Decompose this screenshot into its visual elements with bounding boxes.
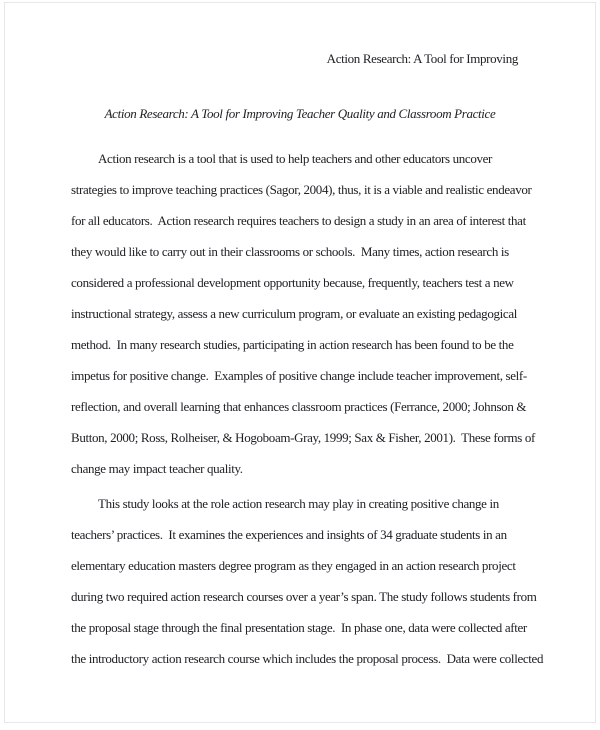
body-line: Button, 2000; Ross, Rolheiser, & Hogoboam-Gray, 1999; Sax & Fisher, 2001). These forms of bbox=[71, 430, 535, 445]
paragraph bbox=[71, 143, 586, 484]
paragraph bbox=[71, 488, 586, 674]
body-line: elementary education masters degree program as they engaged in an action research project bbox=[71, 558, 516, 573]
body-line: reflection, and overall learning that enhances classroom practices (Ferrance, 2000; Johnson & bbox=[71, 399, 527, 414]
body-line: impetus for positive change. Examples of positive change include teacher improvement, self- bbox=[71, 368, 527, 383]
running-head: Action Research: A Tool for Improving bbox=[326, 51, 518, 66]
body-line: during two required action research courses over a year’s span. The study follows students from bbox=[71, 589, 537, 604]
body-line: This study looks at the role action research may play in creating positive change in bbox=[98, 496, 499, 511]
body-line: teachers’ practices. It examines the experiences and insights of 34 graduate students in an bbox=[71, 527, 507, 542]
document-title: Action Research: A Tool for Improving Teacher Quality and Classroom Practice bbox=[104, 106, 496, 121]
body-line: they would like to carry out in their classrooms or schools. Many times, action research is bbox=[71, 244, 509, 259]
body-line: strategies to improve teaching practices (Sagor, 2004), thus, it is a viable and realistic endeavor bbox=[71, 182, 532, 197]
body-line: Action research is a tool that is used to help teachers and other educators uncover bbox=[98, 151, 493, 166]
body-line: instructional strategy, assess a new curriculum program, or evaluate an existing pedagogical bbox=[71, 306, 517, 321]
body-line: method. In many research studies, participating in action research has been found to be the bbox=[71, 337, 514, 352]
body-line: considered a professional development opportunity because, frequently, teachers test a new bbox=[71, 275, 514, 290]
body-line: the introductory action research course which includes the proposal process. Data were collected bbox=[71, 651, 544, 666]
body-line: for all educators. Action research requires teachers to design a study in an area of interest that bbox=[71, 213, 526, 228]
body-line: change may impact teacher quality. bbox=[71, 461, 243, 476]
body-line: the proposal stage through the final presentation stage. In phase one, data were collected after bbox=[71, 620, 527, 635]
document-body bbox=[71, 143, 586, 674]
